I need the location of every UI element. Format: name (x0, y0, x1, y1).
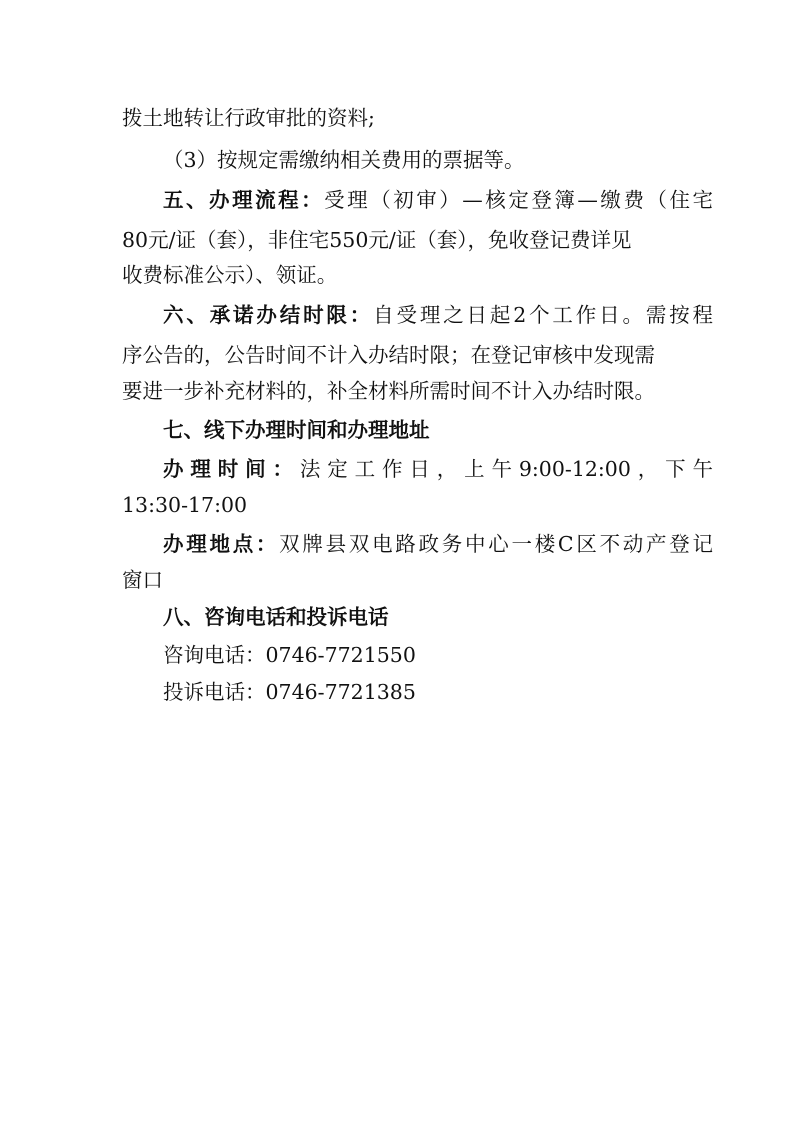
text-line: 序公告的，公告时间不计入办结时限；在登记审核中发现需 (122, 343, 655, 367)
section-6-heading: 六、承诺办结时限： (163, 303, 374, 327)
complaint-phone: 投诉电话：0746-7721385 (163, 680, 416, 704)
text-line: 窗口 (122, 568, 163, 592)
office-hours-label: 办理时间： (163, 457, 300, 481)
section-5-text: 受理（初审）—核定登簿—缴费（住宅 (324, 188, 714, 212)
text-line: （3）按规定需缴纳相关费用的票据等。 (163, 148, 525, 172)
office-hours-text: 法定工作日，上午9:00-12:00，下午 (299, 457, 714, 481)
section-6-line (163, 301, 713, 329)
section-5-line (163, 186, 713, 214)
section-5-heading: 五、办理流程： (163, 188, 325, 212)
office-place-text: 双牌县双电路政务中心一楼C区不动产登记 (279, 532, 713, 556)
office-place-line (163, 530, 713, 558)
section-8-heading: 八、咨询电话和投诉电话 (163, 605, 389, 629)
section-6-text: 自受理之日起2个工作日。需按程 (373, 303, 714, 327)
text-line: 收费标准公示）、领证。 (122, 263, 338, 287)
text-line: 拨土地转让行政审批的资料; (122, 106, 375, 130)
text-line: 80元/证（套），非住宅550元/证（套），免收登记费详见 (122, 228, 632, 252)
text-line: 13:30-17:00 (122, 493, 248, 517)
office-place-label: 办理地点： (163, 532, 280, 556)
section-7-heading: 七、线下办理时间和办理地址 (163, 418, 430, 442)
text-line: 要进一步补充材料的，补全材料所需时间不计入办结时限。 (122, 379, 655, 403)
office-hours-line (163, 455, 713, 483)
consult-phone: 咨询电话：0746-7721550 (163, 643, 416, 667)
